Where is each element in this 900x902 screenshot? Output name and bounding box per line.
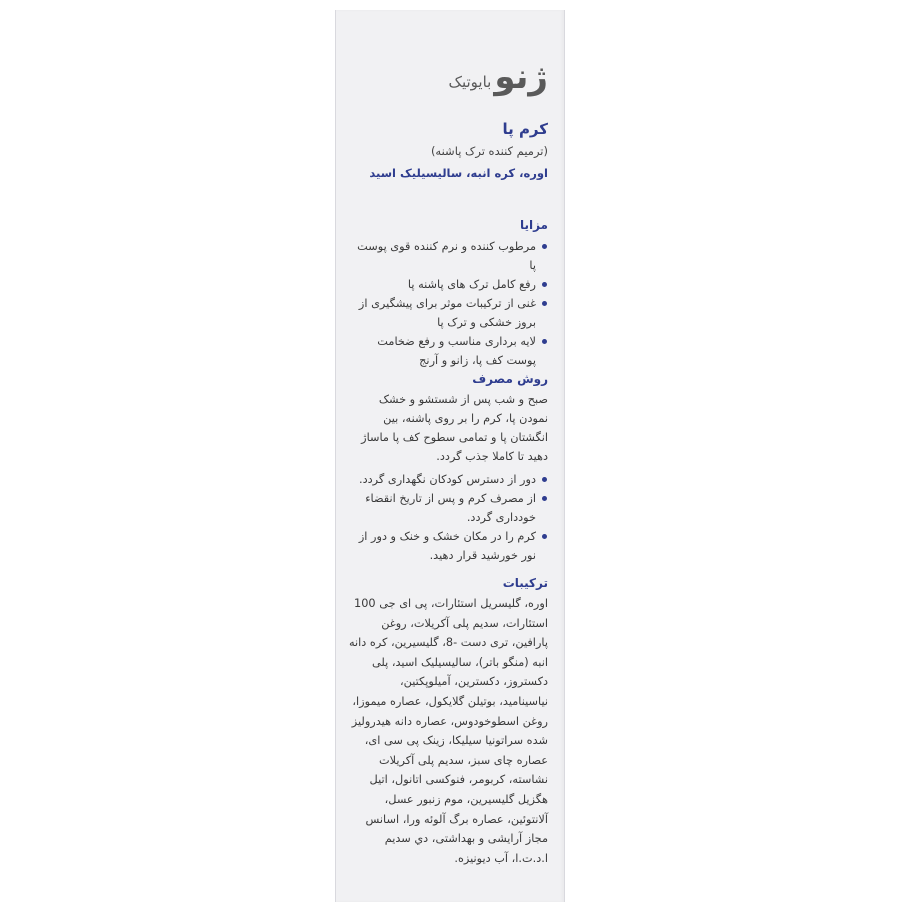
panel-content [346, 10, 554, 902]
benefits-heading: مزایا [519, 218, 548, 232]
list-item: مرطوب کننده و نرم کننده قوی پوست پا [350, 237, 548, 275]
list-item: دور از دسترس کودکان نگهداری گردد. [350, 470, 548, 489]
brand-logo [366, 54, 548, 97]
ingredients-text: اوره، گلیسریل استئارات، پی ای جی 100 استئارات، سدیم پلی آکریلات، روغن پارافین، تری دست -8، گلیسیرین، کره دانه انبه (منگو باتر)، سالیسیلیک اسید، پلی دکستروز، دکسترین، آمیلوپکتین، نیاسینامید، بوتیلن گلایکول، عصاره میموزا، روغن اسطوخودوس، عصاره دانه هیدرولیز شده سراتونیا سیلیکا، زینک پی سی ای، عصاره چای سبز، سدیم پلی آکریلات نشاسته، کربومر، فنوکسی اتانول، اتیل هگزیل گلیسیرین، موم زنبور عسل، آلانتوئین، عصاره برگ آلوئه ورا، اسانس مجاز آرایشی و بهداشتی، دي سديم ا.د.ت.ا، آب دیونیزه. [348, 597, 548, 865]
list-item: از مصرف کرم و پس از تاریخ انقضاء خودداری گردد. [350, 489, 548, 527]
warnings-list [350, 470, 548, 565]
brand-name: ژنو [494, 57, 548, 97]
list-item: غنی از ترکیبات موثر برای پیشگیری از بروز خشکی و ترک پا [350, 294, 548, 332]
product-title: کرم پا [502, 120, 548, 138]
product-subtitle: (ترمیم کننده ترک پاشنه) [430, 144, 548, 158]
active-ingredients: اوره، کره انبه، سالیسیلیک اسید [369, 166, 548, 180]
product-box-panel [335, 10, 565, 902]
list-item: لایه برداری مناسب و رفع ضخامت پوست کف پا، زانو و آرنج [350, 332, 548, 370]
usage-text: صبح و شب پس از شستشو و خشک نمودن پا، کرم را بر روی پاشنه، بین انگشتان پا و تمامی سطوح کف پا ماساژ دهید تا کاملا جذب گردد. [361, 393, 548, 463]
brand-tagline: بایوتیک [448, 73, 492, 91]
usage-heading: روش مصرف [472, 372, 548, 386]
ingredients-heading: ترکیبات [502, 576, 548, 590]
benefits-list [350, 237, 548, 370]
list-item: کرم را در مکان خشک و خنک و دور از نور خورشید قرار دهید. [350, 527, 548, 565]
list-item: رفع کامل ترک های پاشنه پا [350, 275, 548, 294]
